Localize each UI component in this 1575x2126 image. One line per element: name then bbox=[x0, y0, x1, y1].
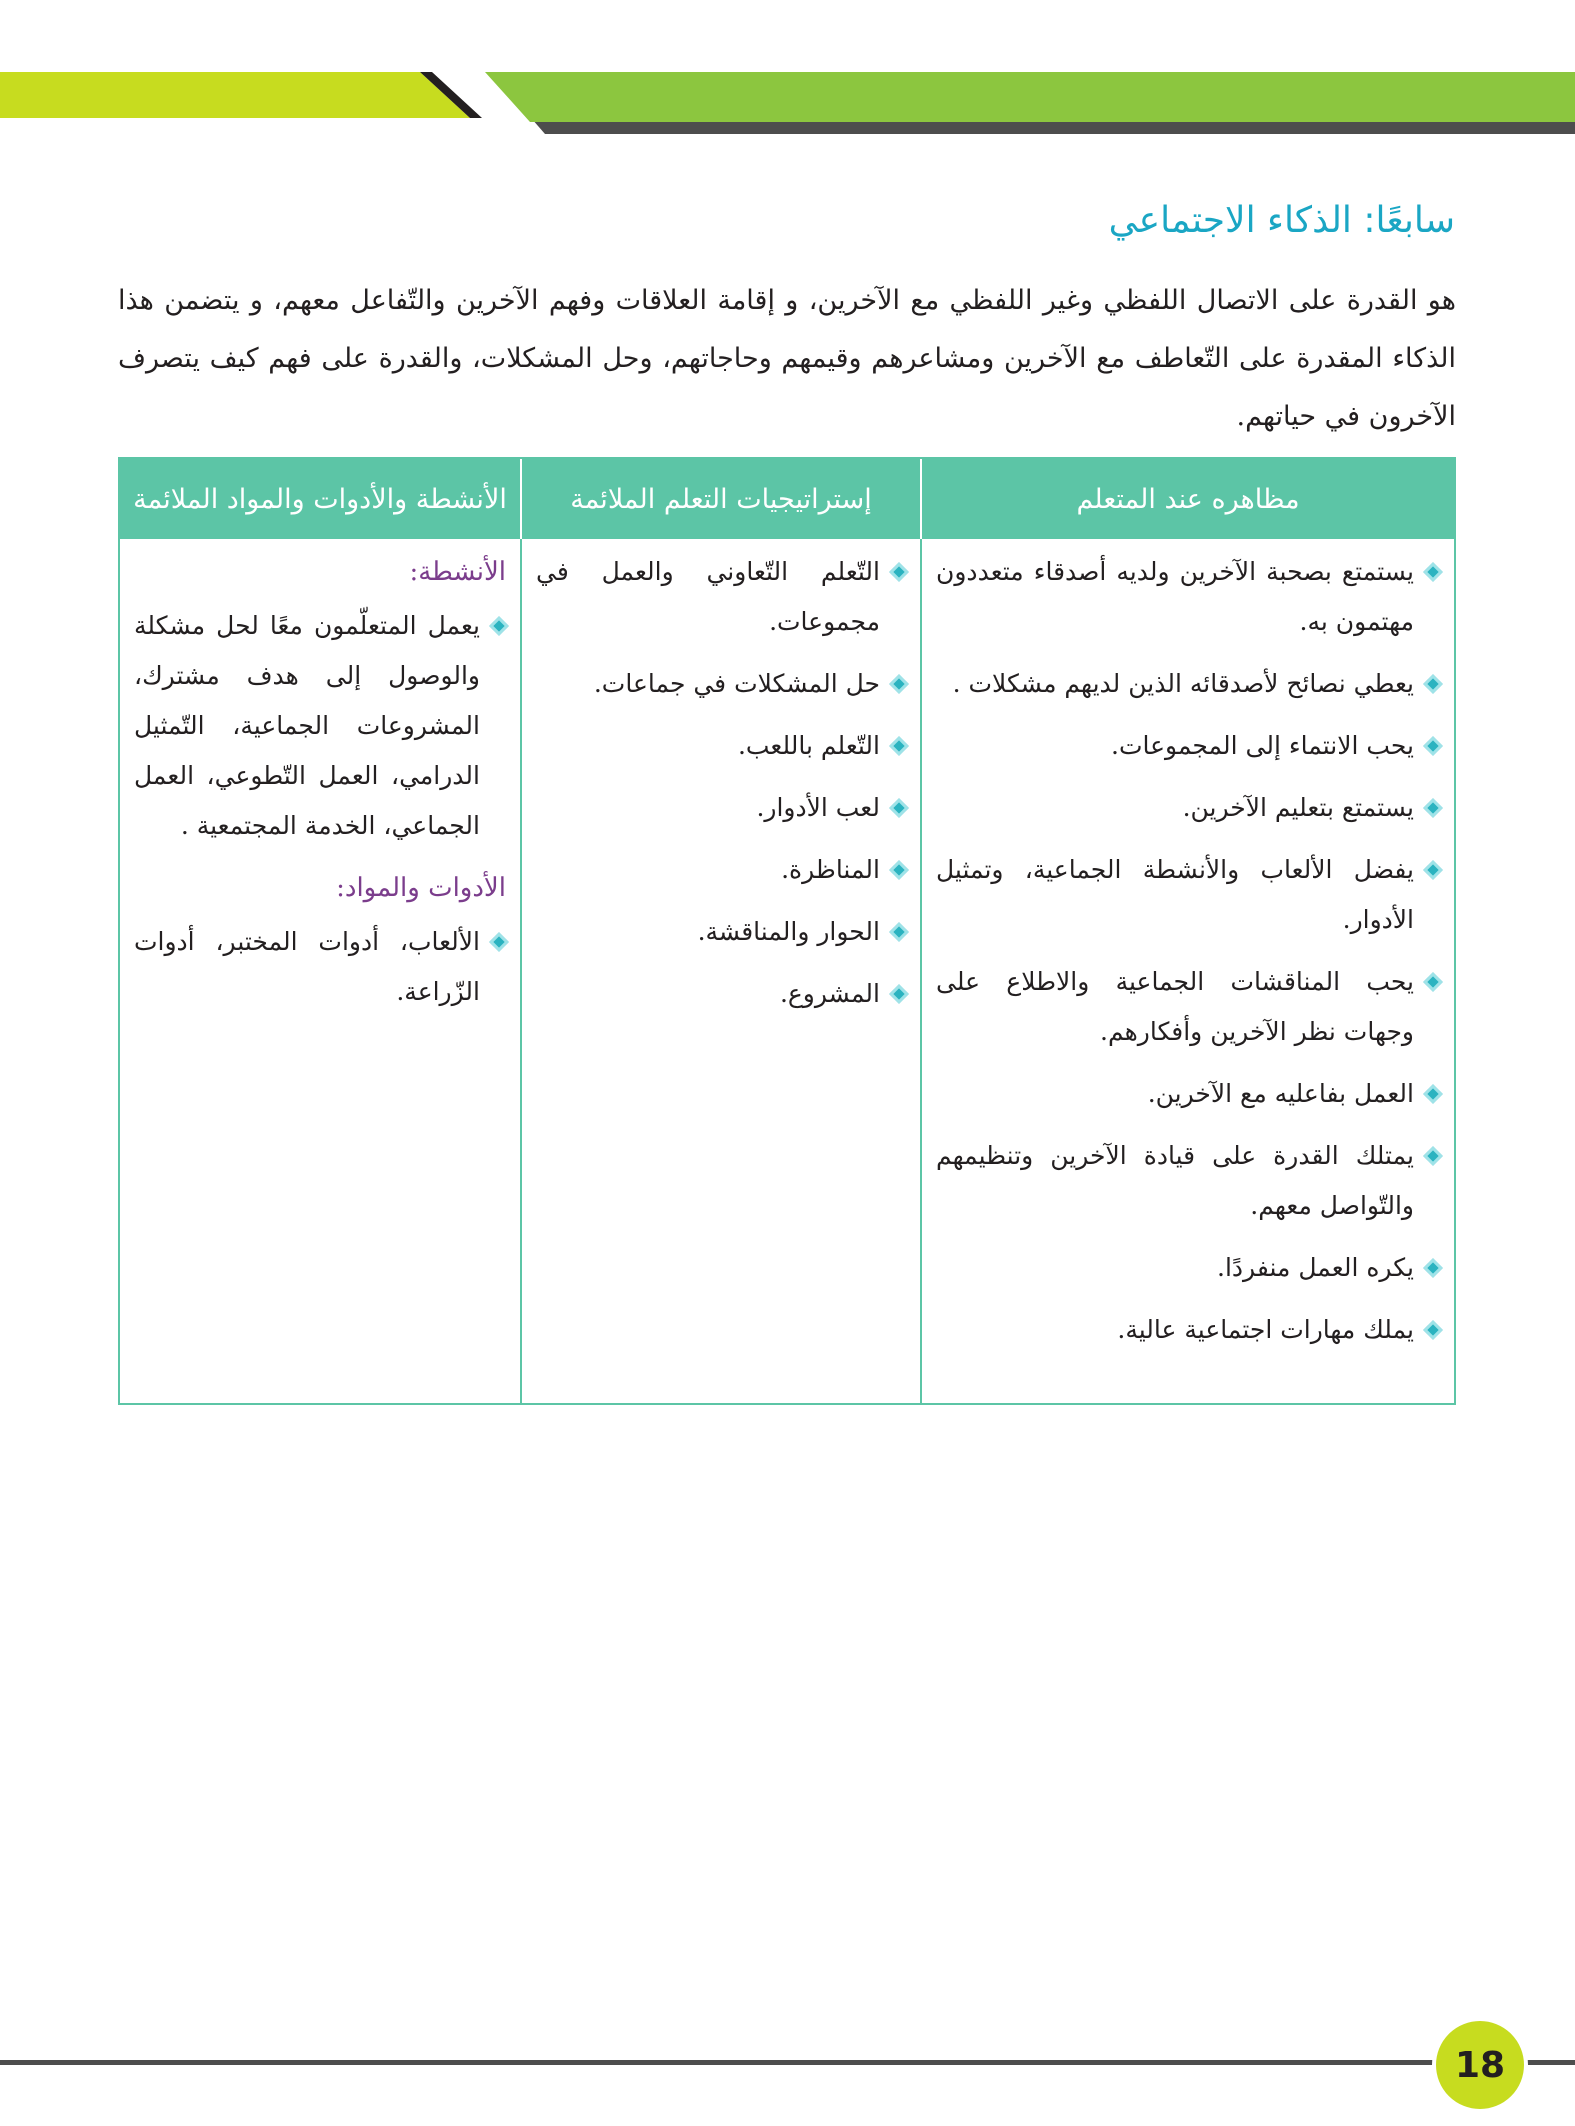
diamond-bullet-icon bbox=[1423, 1146, 1443, 1166]
diamond-bullet-icon bbox=[1423, 860, 1443, 880]
diamond-bullet-icon bbox=[1423, 736, 1443, 756]
diamond-bullet-icon bbox=[889, 562, 909, 582]
list-item: يفضل الألعاب والأنشطة الجماعية، وتمثيل الأدوار. bbox=[936, 845, 1440, 945]
diamond-bullet-icon bbox=[889, 860, 909, 880]
list-item: المناظرة. bbox=[536, 845, 906, 895]
list-item: التّعلم التّعاوني والعمل في مجموعات. bbox=[536, 547, 906, 647]
list-item: يملك مهارات اجتماعية عالية. bbox=[936, 1305, 1440, 1355]
intro-paragraph: هو القدرة على الاتصال اللفظي وغير اللفظي مع الآخرين، و إقامة العلاقات وفهم الآخرين والتّفاعل معهم، و يتضمن هذا الذكاء المقدرة على التّعاطف مع الآخرين ومشاعرهم وقيمهم وحاجاتهم، وحل المشكلات، والقدرة على فهم كيف يتصرف الآخرون في حياتهم. bbox=[118, 285, 1456, 432]
header-banner bbox=[0, 0, 1575, 140]
diamond-bullet-icon bbox=[889, 984, 909, 1004]
diamond-bullet-icon bbox=[889, 798, 909, 818]
list-item: التّعلم باللعب. bbox=[536, 721, 906, 771]
diamond-bullet-icon bbox=[1423, 972, 1443, 992]
page-number-badge: 18 bbox=[1432, 2017, 1528, 2113]
activities-list bbox=[134, 601, 506, 851]
strategies-list bbox=[536, 547, 906, 1019]
aspects-cell bbox=[920, 539, 1454, 1403]
footer-rule bbox=[0, 2060, 1575, 2065]
list-item: العمل بفاعليه مع الآخرين. bbox=[936, 1069, 1440, 1119]
table-body-row bbox=[120, 539, 1454, 1403]
diamond-bullet-icon bbox=[889, 674, 909, 694]
header-strategies: إستراتيجيات التعلم الملائمة bbox=[520, 459, 920, 539]
list-item: الألعاب، أدوات المختبر، أدوات الزّراعة. bbox=[134, 917, 506, 1017]
list-item: يستمتع بتعليم الآخرين. bbox=[936, 783, 1440, 833]
diamond-bullet-icon bbox=[1423, 1084, 1443, 1104]
diamond-bullet-icon bbox=[1423, 1258, 1443, 1278]
header-activities: الأنشطة والأدوات والمواد الملائمة bbox=[133, 483, 507, 515]
list-item: يستمتع بصحبة الآخرين ولديه أصدقاء متعددون مهتمون به. bbox=[936, 547, 1440, 647]
list-item: يكره العمل منفردًا. bbox=[936, 1243, 1440, 1293]
list-item: يحب المناقشات الجماعية والاطلاع على وجهات نظر الآخرين وأفكارهم. bbox=[936, 957, 1440, 1057]
banner-lime-bar bbox=[0, 72, 470, 118]
strategies-cell bbox=[520, 539, 920, 1403]
list-item: الحوار والمناقشة. bbox=[536, 907, 906, 957]
header-aspects: مظاهره عند المتعلم bbox=[920, 459, 1454, 539]
section-title: سابعًا: الذكاء الاجتماعي bbox=[1108, 200, 1455, 241]
banner-green-bar bbox=[485, 72, 1575, 122]
activities-cell bbox=[120, 539, 520, 1403]
diamond-bullet-icon bbox=[1423, 1320, 1443, 1340]
diamond-bullet-icon bbox=[1423, 674, 1443, 694]
tools-list bbox=[134, 917, 506, 1017]
activities-subheading: الأنشطة: bbox=[409, 557, 506, 587]
list-item: المشروع. bbox=[536, 969, 906, 1019]
diamond-bullet-icon bbox=[889, 922, 909, 942]
list-item: لعب الأدوار. bbox=[536, 783, 906, 833]
diamond-bullet-icon bbox=[1423, 798, 1443, 818]
list-item: حل المشكلات في جماعات. bbox=[536, 659, 906, 709]
diamond-bullet-icon bbox=[489, 616, 509, 636]
intelligence-table bbox=[118, 457, 1456, 1405]
aspects-list bbox=[936, 547, 1440, 1355]
list-item: يعطي نصائح لأصدقائه الذين لديهم مشكلات . bbox=[936, 659, 1440, 709]
diamond-bullet-icon bbox=[489, 932, 509, 952]
list-item: يحب الانتماء إلى المجموعات. bbox=[936, 721, 1440, 771]
diamond-bullet-icon bbox=[889, 736, 909, 756]
tools-subheading: الأدوات والمواد: bbox=[336, 873, 506, 903]
table-header-row bbox=[120, 459, 1454, 539]
diamond-bullet-icon bbox=[1423, 562, 1443, 582]
list-item: يمتلك القدرة على قيادة الآخرين وتنظيمهم والتّواصل معهم. bbox=[936, 1131, 1440, 1231]
list-item: يعمل المتعلّمون معًا لحل مشكلة والوصول إلى هدف مشترك، المشروعات الجماعية، التّمثيل الدرامي، العمل التّطوعي، العمل الجماعي، الخدمة المجتمعية . bbox=[134, 601, 506, 851]
